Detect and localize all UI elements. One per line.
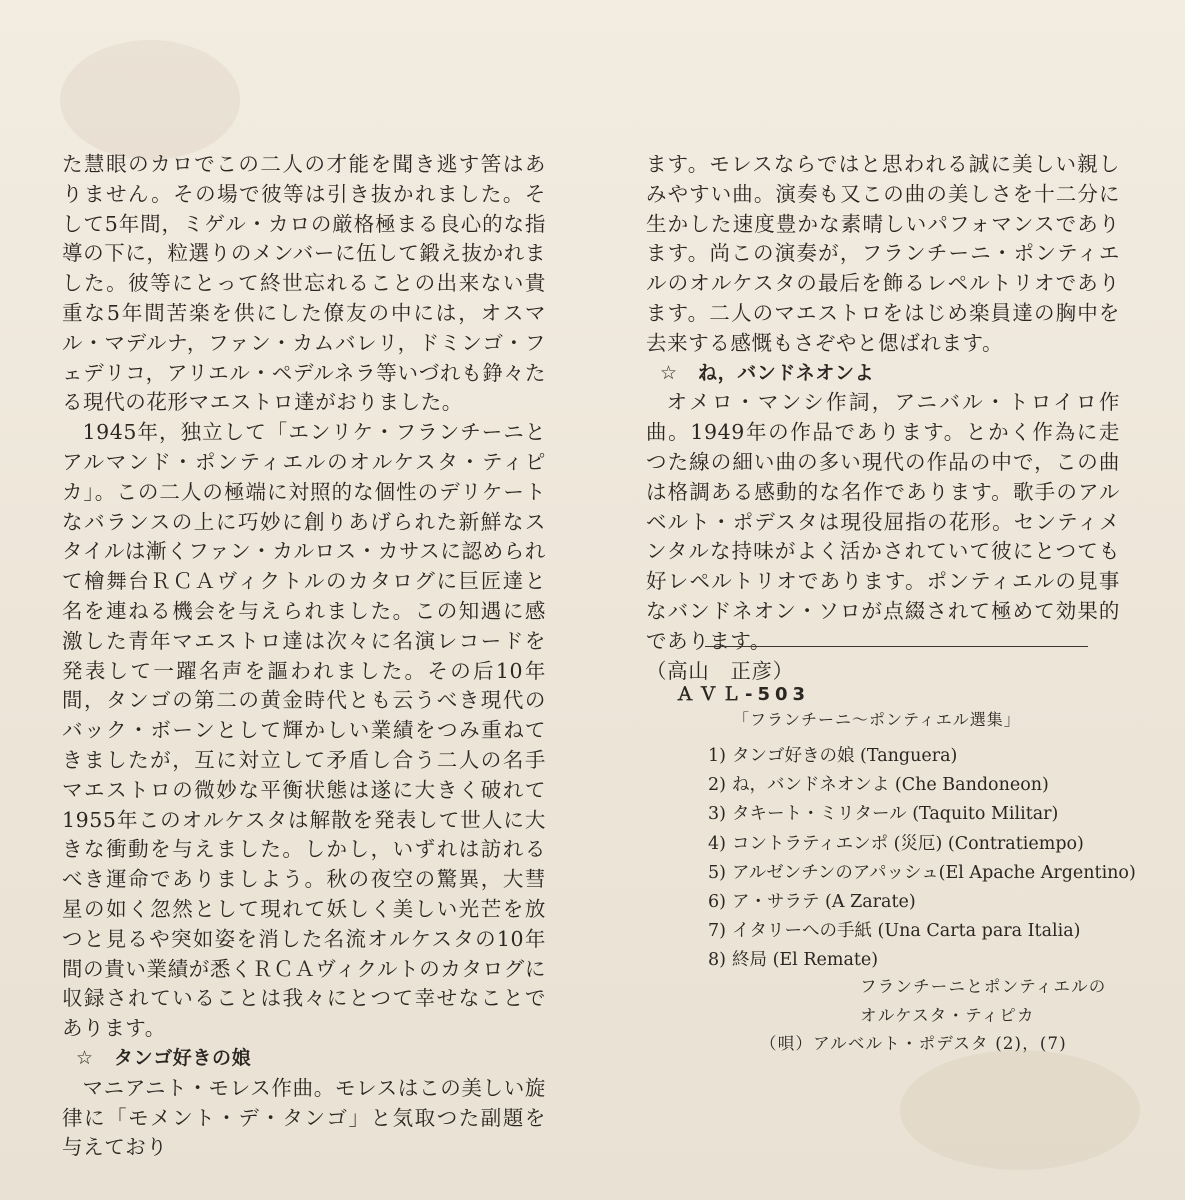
right-paragraph-1: ます。モレスならではと思われる誠に美しい親しみやすい曲。演奏も又この曲の美しさを十二分に生かした速度豊かな素晴しいパフォマンスであります。尚この演奏が，フランチーニ・ポンティエルのオルケスタの最后を飾るレペルトリオであります。二人のマエストロをはじめ楽員達の胸中を去来する感慨もさぞやと偲ばれます。 <box>646 152 1120 355</box>
track-item <box>692 946 1136 975</box>
track-item <box>692 800 1136 829</box>
track-title: アルゼンチンのアパッシュ(El Apache Argentino) <box>732 862 1136 883</box>
right-column <box>646 150 1120 686</box>
credit-orchestra-line-1: フランチーニとポンティエルの <box>860 977 1107 996</box>
track-item <box>692 888 1136 917</box>
paper-stain <box>60 40 240 160</box>
track-number: 2) <box>708 775 726 796</box>
credit-vocalist: （唄）アルベルト・ポデスタ (2)，(7) <box>760 1034 1067 1053</box>
left-paragraph-2: 1945年，独立して「エンリケ・フランチーニとアルマンド・ポンティエルのオルケスタ・ティピカ」。この二人の極端に対照的な個性のデリケートなバランスの上に巧妙に創りあげられた新鮮なスタイルは漸くファン・カルロス・カサスに認められて檜舞台ＲＣＡヴィクトルのカタログに巨匠達と名を連ねる機会を与えられました。この知遇に感激した青年マエストロ達は次々に名演レコードを発表して一躍名声を謳われました。その后10年間，タンゴの第二の黄金時代とも云うべき現代のバック・ボーンとして輝かしい業績をつみ重ねてきましたが，互に対立して矛盾し合う二人の名手マエストロの微妙な平衡状態は遂に大きく破れて1955年このオルケスタは解散を発表して世人に大きな衝動を与えました。しかし，いずれは訪れるべき運命でありましよう。秋の夜空の驚異，大彗星の如く忽然として現れて妖しく美しい光芒を放つと見るや突如姿を消した名流オルケスタの10年間の貴い業績が悉くＲＣＡヴィクルトのカタログに収録されていることは我々にとつて幸せなことであります。 <box>62 420 546 1041</box>
track-title: ア・サラテ (A Zarate) <box>732 892 916 913</box>
track-item <box>692 859 1136 888</box>
track-title: コントラティエンポ (災厄) (Contratiempo) <box>732 833 1084 854</box>
track-item <box>692 917 1136 946</box>
track-number: 4) <box>708 833 726 854</box>
track-title: イタリーへの手紙 (Una Carta para Italia) <box>732 921 1081 942</box>
section-heading-text: ね，バンドネオンよ <box>698 361 875 384</box>
track-title: 終局 (El Remate) <box>732 950 879 971</box>
section-heading-text: タンゴ好きの娘 <box>114 1046 252 1069</box>
star-icon: ☆ <box>76 1046 94 1069</box>
track-item <box>692 771 1136 800</box>
track-number: 5) <box>708 862 726 883</box>
track-number: 6) <box>708 892 726 913</box>
track-title: タキート・ミリタール (Taquito Militar) <box>732 804 1059 825</box>
track-number: 8) <box>708 950 726 971</box>
star-icon: ☆ <box>660 361 678 384</box>
track-number: 3) <box>708 804 726 825</box>
paper-stain <box>900 1050 1140 1170</box>
section-heading-che-bandoneon <box>646 359 1120 389</box>
track-title: ね，バンドネオンよ (Che Bandoneon) <box>732 775 1049 796</box>
left-column <box>62 150 546 1163</box>
left-paragraph-3: マニアニト・モレス作曲。モレスはこの美しい旋律に「モメント・デ・タンゴ」と気取つた副題を与えており <box>62 1075 546 1160</box>
credit-orchestra-line-2: オルケスタ・ティピカ <box>860 1005 1035 1025</box>
album-title: 「フランチーニ～ポンティエル選集」 <box>733 710 1021 729</box>
track-item <box>692 830 1136 859</box>
track-number: 7) <box>708 921 726 942</box>
section-divider <box>705 646 1088 647</box>
track-item <box>692 742 1136 771</box>
author-signature: （高山 正彦） <box>646 658 794 683</box>
right-paragraph-2: オメロ・マンシ作詞，アニバル・トロイロ作曲。1949年の作品であります。とかく作為に走つた線の細い曲の多い現代の作品の中で，この曲は格調ある感動的な名作であります。歌手のアルベルト・ポデスタは現役屈指の花形。センティメンタルな持味がよく活かされていて彼にとつても好レペルトリオであります。ポンティエルの見事なバンドネオン・ソロが点綴されて極めて効果的であります。 <box>646 390 1120 653</box>
track-number: 1) <box>708 746 726 766</box>
left-paragraph-1: た慧眼のカロでこの二人の才能を聞き逃す筈はありません。その場で彼等は引き抜かれました。そして5年間，ミゲル・カロの厳格極まる良心的な指導の下に，粒選りのメンバーに伍して鍛え抜かれました。彼等にとって終世忘れることの出来ない貴重な5年間苦楽を供にした僚友の中には，オスマル・マデルナ，ファン・カムバレリ，ドミンゴ・フェデリコ，アリエル・ペデルネラ等いづれも錚々たる現代の花形マエストロ達がおりました。 <box>62 152 546 415</box>
track-title: タンゴ好きの娘 (Tanguera) <box>732 746 958 766</box>
catalog-number: ＡＶＬ-503 <box>676 684 811 705</box>
performer-credits <box>760 973 1120 1059</box>
track-list <box>692 742 1136 976</box>
section-heading-tanguera <box>62 1044 546 1074</box>
